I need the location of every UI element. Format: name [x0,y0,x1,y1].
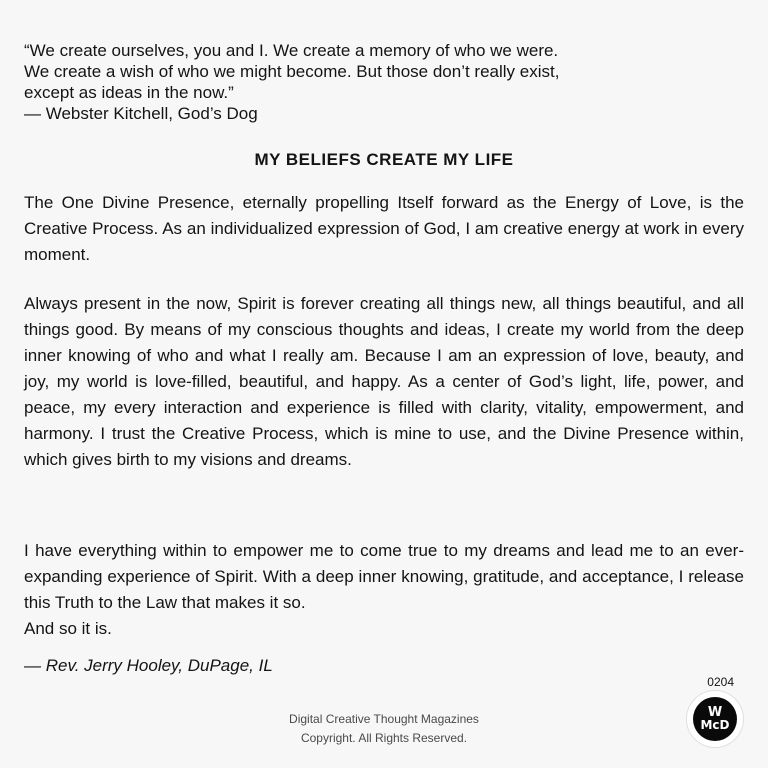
logo-text-bottom: McD [700,718,730,732]
issue-code: 0204 [707,675,734,689]
body-paragraph-3-text: I have everything within to empower me to come true to my dreams and lead me to an ever-expanding experience of Spirit. With a deep inner knowing, gratitude, and acceptance, I release this Truth to the Law that makes it so. [24,541,744,612]
author-signature: — Rev. Jerry Hooley, DuPage, IL [24,656,273,675]
epigraph-line: “We create ourselves, you and I. We create a memory of who we were. [24,41,559,60]
epigraph-attribution: — Webster Kitchell, God’s Dog [24,104,258,123]
wmcd-logo [686,690,744,748]
page-title: MY BELIEFS CREATE MY LIFE [254,150,514,169]
body-paragraph-2: Always present in the now, Spirit is forever creating all things new, all things beautiful, and all things good. By means of my conscious thoughts and ideas, I create my world from the deep inner knowing of who and what I really am. Because I am an expression of love, beauty, and joy, my world is love-filled, beautiful, and happy. As a center of God’s light, life, power, and peace, my every interaction and experience is filled with clarity, vitality, empowerment, and harmony. I trust the Creative Process, which is mine to use, and the Divine Presence within, which gives birth to my visions and dreams. [24,294,744,469]
body-paragraph-1: The One Divine Presence, eternally propelling Itself forward as the Energy of Love, is the Creative Process. As an individualized expression of God, I am creative energy at work in every moment. [24,193,744,264]
closing-line: And so it is. [24,619,112,638]
epigraph-line: except as ideas in the now.” [24,83,234,102]
epigraph-line: We create a wish of who we might become. But those don’t really exist, [24,62,560,81]
footer [0,710,768,748]
body-paragraph-3 [24,538,744,642]
logo-text-top: W [707,705,723,720]
epigraph-quote [24,40,744,124]
footer-copyright: Copyright. All Rights Reserved. [300,731,468,745]
footer-publisher: Digital Creative Thought Magazines [289,712,479,726]
logo-badge [693,697,737,741]
